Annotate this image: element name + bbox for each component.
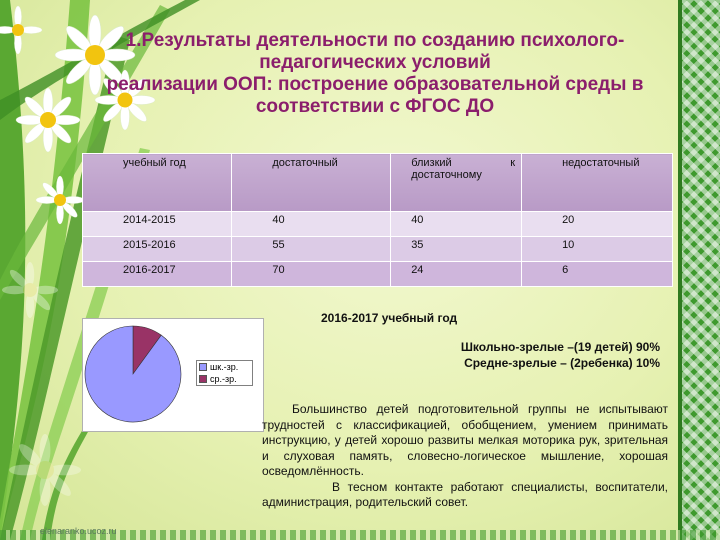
legend-swatch [199, 375, 207, 383]
header-insufficient: недостаточный [522, 154, 673, 212]
header-near-word: к [510, 157, 516, 169]
cell-sufficient: 70 [232, 262, 391, 287]
cell-year: 2014-2015 [83, 212, 232, 237]
stat-mid-mature: Средне-зрелые – (2ребенка) 10% [464, 356, 660, 370]
pie-slice-0 [85, 326, 181, 422]
results-table [82, 153, 673, 287]
table-header-row [83, 154, 673, 212]
legend-swatch [199, 363, 207, 371]
legend-label: ср.-зр. [210, 374, 237, 384]
title-line: педагогических условий [259, 52, 491, 73]
cell-insufficient: 10 [522, 237, 673, 262]
title-line: соответствии с ФГОС ДО [255, 96, 495, 117]
legend-item [197, 373, 252, 385]
cell-year: 2016-2017 [83, 262, 232, 287]
table-row [83, 212, 673, 237]
cell-near: 35 [391, 237, 522, 262]
chart-legend [196, 360, 253, 386]
cell-sufficient: 40 [232, 212, 391, 237]
cell-near: 40 [391, 212, 522, 237]
chart-caption: 2016-2017 учебный год [321, 311, 458, 325]
title-line: реализации ООП: построение образовательной среды в [106, 74, 644, 95]
summary-paragraph [262, 402, 668, 511]
slide-title [70, 30, 680, 118]
header-year: учебный год [83, 154, 232, 212]
maturity-stats [420, 339, 660, 371]
legend-item [197, 361, 252, 373]
summary-text: Большинство детей подготовительной группы не испытывают трудностей с классификацией, обобщением, умением принимать инструкцию, у детей хорошо развиты мелкая моторика рук, зрительная и слуховая память, словесно-логическое мышление, хорошая осведомлённость. [262, 402, 668, 478]
watermark: elenaranko.ucoz.ru [40, 526, 117, 536]
table-row [83, 262, 673, 287]
stat-school-mature: Школьно-зрелые –(19 детей) 90% [460, 340, 660, 354]
cell-sufficient: 55 [232, 237, 391, 262]
header-near-word: близкий [411, 157, 452, 169]
cell-insufficient: 20 [522, 212, 673, 237]
summary-text: В тесном контакте работают специалисты, воспитатели, администрация, родительский совет. [262, 479, 668, 509]
checkered-right-border [682, 0, 720, 540]
legend-label: шк.-зр. [210, 362, 239, 372]
header-near-sufficient [391, 154, 522, 212]
cell-year: 2015-2016 [83, 237, 232, 262]
header-sufficient: достаточный [232, 154, 391, 212]
header-near-word: достаточному [411, 169, 482, 181]
cell-insufficient: 6 [522, 262, 673, 287]
cell-near: 24 [391, 262, 522, 287]
table-row [83, 237, 673, 262]
title-line: 1.Результаты деятельности по созданию психолого- [125, 30, 625, 51]
